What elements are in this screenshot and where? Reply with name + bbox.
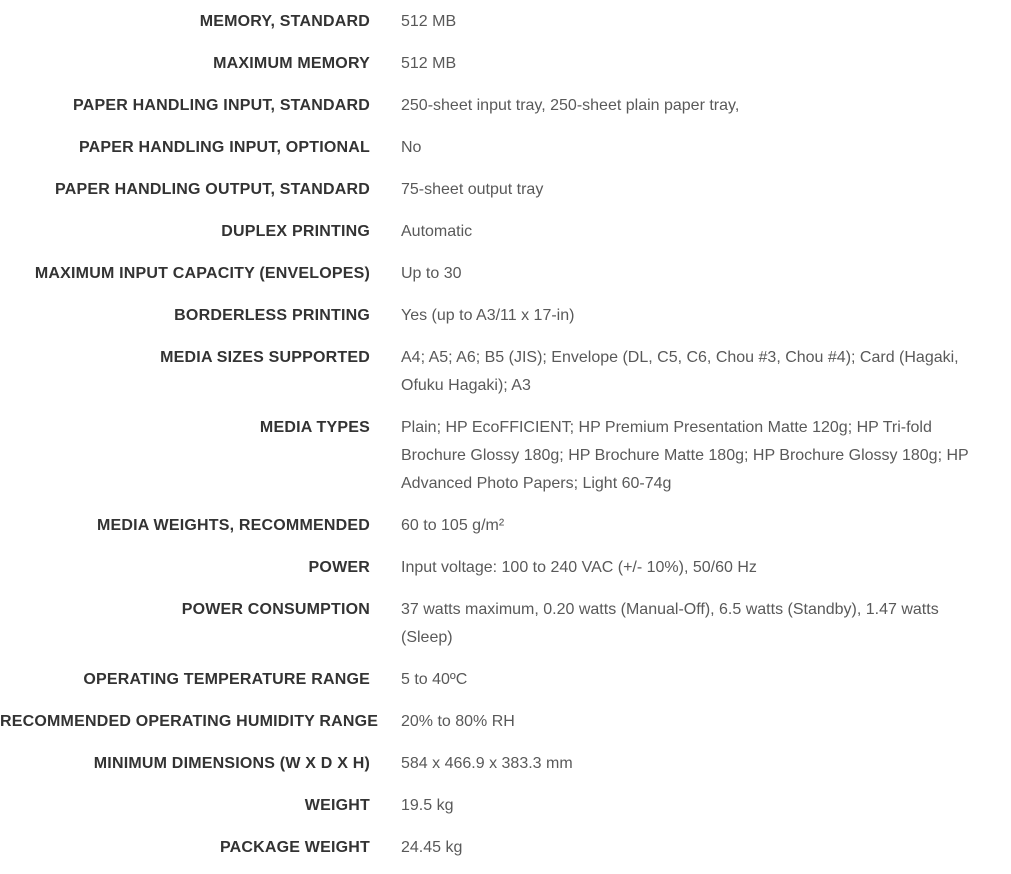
spec-value: 250-sheet input tray, 250-sheet plain paper tray,: [401, 97, 740, 114]
spec-row-duplex-printing: [0, 218, 1011, 246]
spec-label: POWER: [308, 559, 370, 576]
spec-value: Input voltage: 100 to 240 VAC (+/- 10%), 50/60 Hz: [401, 559, 757, 576]
spec-value: 75-sheet output tray: [401, 181, 544, 198]
spec-row-max-input-envelopes: [0, 260, 1011, 288]
spec-value: 24.45 kg: [401, 839, 463, 856]
spec-row-weight: [0, 792, 1011, 820]
spec-row-paper-input-optional: [0, 134, 1011, 162]
spec-label: MEMORY, STANDARD: [199, 13, 370, 30]
spec-value: 20% to 80% RH: [401, 713, 515, 730]
spec-row-media-weights: [0, 512, 1011, 540]
spec-label: RECOMMENDED OPERATING HUMIDITY RANGE: [0, 713, 379, 730]
spec-label: MEDIA WEIGHTS, RECOMMENDED: [96, 517, 370, 534]
spec-row-media-sizes: [0, 344, 1011, 400]
spec-value: 19.5 kg: [401, 797, 454, 814]
spec-row-package-weight: [0, 834, 1011, 862]
spec-label: WEIGHT: [304, 797, 370, 814]
spec-value: 5 to 40ºC: [401, 671, 468, 688]
spec-value: 37 watts maximum, 0.20 watts (Manual-Off), 6.5 watts (Standby), 1.47 watts (Sleep): [401, 601, 939, 646]
spec-label: OPERATING TEMPERATURE RANGE: [83, 671, 370, 688]
spec-label: DUPLEX PRINTING: [221, 223, 370, 240]
spec-label: PACKAGE WEIGHT: [219, 839, 370, 856]
spec-row-minimum-dimensions: [0, 750, 1011, 778]
spec-label: PAPER HANDLING OUTPUT, STANDARD: [55, 181, 370, 198]
spec-label: MINIMUM DIMENSIONS (W X D X H): [93, 755, 370, 772]
spec-value: 512 MB: [401, 55, 457, 72]
spec-value: Up to 30: [401, 265, 462, 282]
spec-label: MAXIMUM MEMORY: [213, 55, 370, 72]
spec-label: PAPER HANDLING INPUT, OPTIONAL: [78, 139, 370, 156]
spec-row-operating-humidity: [0, 708, 1011, 736]
spec-label: PAPER HANDLING INPUT, STANDARD: [73, 97, 370, 114]
spec-row-paper-input-standard: [0, 92, 1011, 120]
spec-value: 60 to 105 g/m²: [401, 517, 505, 534]
spec-row-paper-output-standard: [0, 176, 1011, 204]
spec-label: MEDIA SIZES SUPPORTED: [160, 349, 370, 366]
spec-value: No: [401, 139, 422, 156]
spec-row-operating-temperature: [0, 666, 1011, 694]
spec-value: Yes (up to A3/11 x 17-in): [401, 307, 575, 324]
spec-label: POWER CONSUMPTION: [181, 601, 370, 618]
spec-value: A4; A5; A6; B5 (JIS); Envelope (DL, C5, C6, Chou #3, Chou #4); Card (Hagaki, Ofuku Hagaki); A3: [401, 349, 959, 394]
spec-row-memory-standard: [0, 8, 1011, 36]
spec-value: Plain; HP EcoFFICIENT; HP Premium Presentation Matte 120g; HP Tri-fold Brochure Glossy 180g; HP Brochure Matte 180g; HP Brochure Glossy 180g; HP Advanced Photo Papers; Light 60-74g: [401, 419, 969, 492]
spec-label: MAXIMUM INPUT CAPACITY (ENVELOPES): [34, 265, 370, 282]
spec-value: Automatic: [401, 223, 473, 240]
spec-row-maximum-memory: [0, 50, 1011, 78]
spec-row-power-consumption: [0, 596, 1011, 652]
spec-value: 584 x 466.9 x 383.3 mm: [401, 755, 573, 772]
spec-row-media-types: [0, 414, 1011, 498]
spec-row-power: [0, 554, 1011, 582]
spec-value: 512 MB: [401, 13, 457, 30]
spec-label: BORDERLESS PRINTING: [174, 307, 370, 324]
spec-row-borderless-printing: [0, 302, 1011, 330]
spec-label: MEDIA TYPES: [259, 419, 370, 436]
